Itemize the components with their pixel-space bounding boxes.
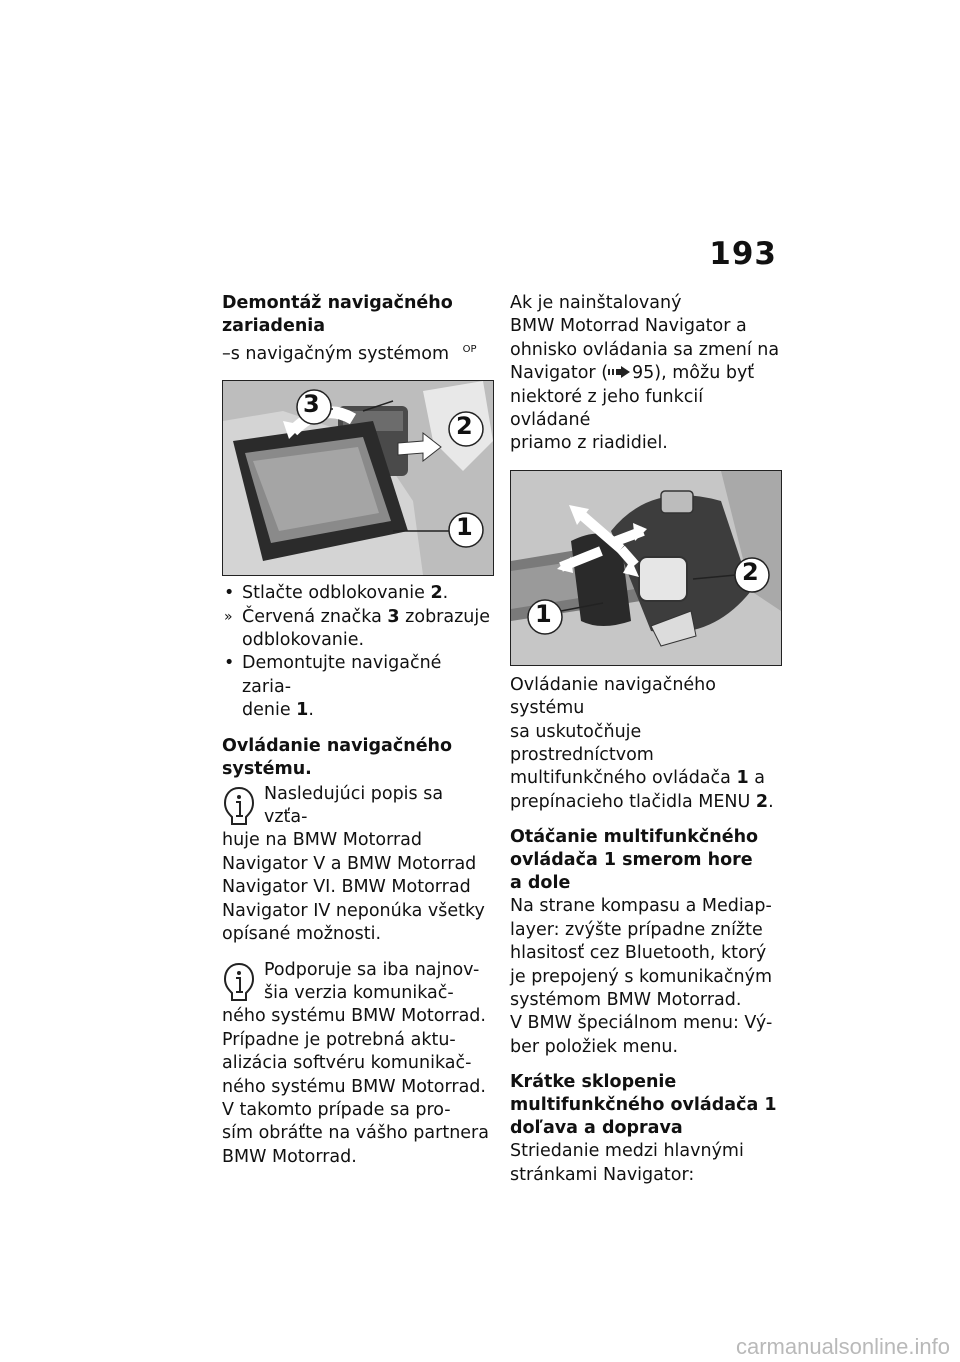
- page-number: 193: [709, 236, 777, 272]
- equipment-note: –s navigačným systémom $^{OP}$: [222, 343, 477, 364]
- navigator-removal-illustration: [223, 381, 493, 575]
- page-reference-arrow-icon: [608, 365, 632, 379]
- section-heading-operation: Ovládanie navigačného systému.: [222, 735, 453, 779]
- left-column: [222, 292, 492, 1169]
- callout-1: 1: [456, 513, 473, 542]
- bullet-icon: •: [224, 583, 235, 604]
- section-heading-rotate: Otáčanie multifunkčného ovládača 1 smerom hore a dole: [510, 827, 759, 894]
- result-arrow-icon: »: [224, 608, 233, 625]
- multicontroller-figure: [510, 470, 782, 666]
- intro-paragraph: Ak je nainštalovaný BMW Motorrad Navigator a ohnisko ovládania sa zmení na Navigator ( 95), môžu byť niektoré z jeho funkcií ovládané priamo z riadidiel.: [510, 293, 780, 454]
- tilt-paragraph: Striedanie medzi hlavnými stránkami Navigator:: [510, 1141, 744, 1185]
- section-heading-tilt: Krátke sklopenie multifunkčného ovládača 1 doľava a doprava: [510, 1072, 777, 1139]
- info-icon: [222, 961, 256, 1003]
- right-column: [510, 292, 782, 1187]
- info-icon: [222, 785, 256, 827]
- optional-equipment-mark: OP: [462, 344, 477, 355]
- step-remove-device: • Demontujte navigačné zaria- denie 1.: [224, 653, 442, 721]
- operation-paragraph: Ovládanie navigačného systému sa uskutočňuje prostredníctvom multifunkčného ovládača 1 a prepínacieho tlačidla MENU 2.: [510, 674, 774, 812]
- removal-steps: [222, 582, 492, 722]
- section-heading-removal: Demontáž navigačného zariadenia: [222, 293, 453, 336]
- callout-2: 2: [742, 557, 759, 586]
- info-note-2: Podporuje sa iba najnov- šia verzia komunikač- ného systému BMW Motorrad. Prípadne je potrebná aktu- alizácia softvéru komunikač- ného systému BMW Motorrad. V takomto prípade sa pro- sím obráťte na vášho partnera BMW Motorrad.: [222, 959, 489, 1167]
- step-result: » Červená značka 3 zobrazuje odblokovanie.: [224, 606, 490, 651]
- bullet-icon: •: [224, 653, 235, 674]
- info-note-1: Nasledujúci popis sa vzťa- huje na BMW Motorrad Navigator V a BMW Motorrad Navigator VI. BMW Motorrad Navigator IV neponúka všetky opísané možnosti.: [222, 783, 485, 945]
- callout-2: 2: [456, 412, 473, 441]
- watermark-footer: carmanualsonline.info: [735, 1334, 950, 1359]
- callout-1: 1: [535, 599, 552, 628]
- step-press-release: • Stlačte odblokovanie 2.: [222, 582, 492, 605]
- callout-3: 3: [303, 390, 320, 419]
- multicontroller-illustration: [511, 471, 781, 665]
- navigator-removal-figure: [222, 380, 494, 576]
- rotate-paragraph: Na strane kompasu a Mediap- layer: zvýšte prípadne znížte hlasitosť cez Bluetooth, ktorý je prepojený s komunikačným systémom BMW Motorrad. V BMW špeciálnom menu: Vý- ber položiek menu.: [510, 896, 773, 1057]
